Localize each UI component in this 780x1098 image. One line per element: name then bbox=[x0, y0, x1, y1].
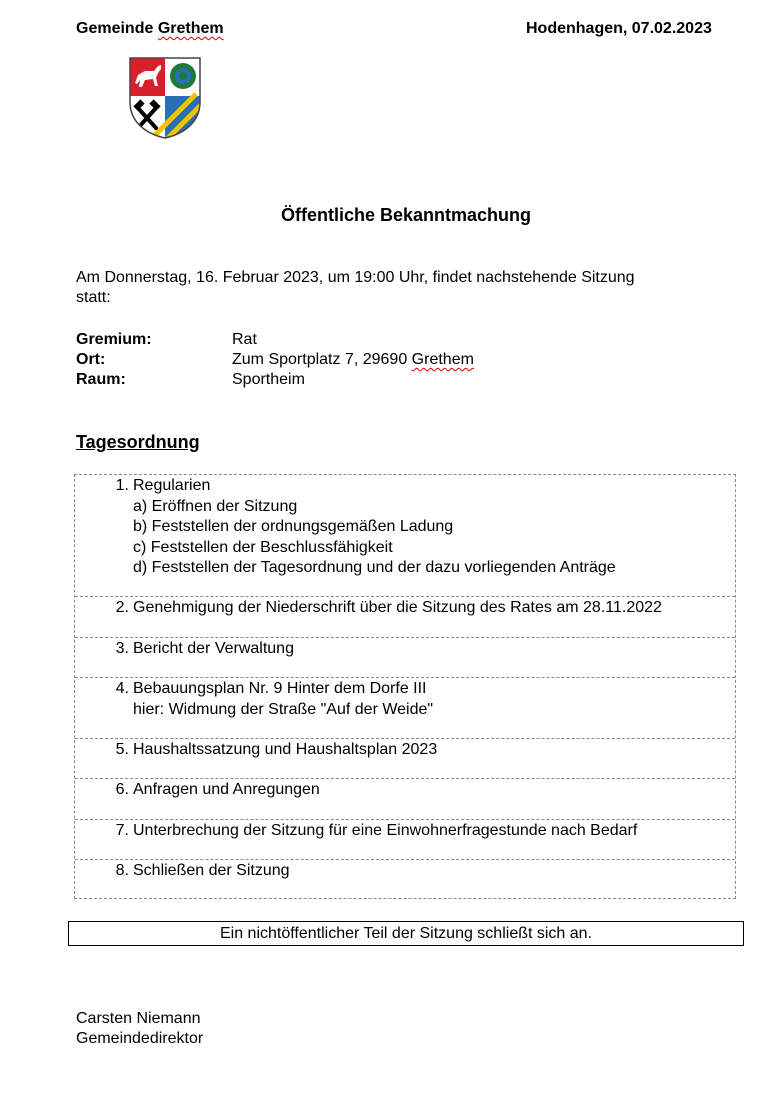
notice-box: Ein nichtöffentlicher Teil der Sitzung schließt sich an. bbox=[68, 921, 744, 946]
signer-name: Carsten Niemann bbox=[76, 1010, 201, 1027]
agenda-item-title: Anfragen und Anregungen bbox=[133, 781, 320, 798]
gremium-value: Rat bbox=[232, 331, 257, 348]
agenda-item-4 bbox=[75, 678, 735, 739]
agenda-item-number: 1. bbox=[115, 477, 129, 494]
agenda-item-5 bbox=[75, 739, 735, 779]
agenda-item-title: Schließen der Sitzung bbox=[133, 862, 290, 879]
municipality-prefix: Gemeinde bbox=[76, 20, 154, 37]
agenda-item-number: 5. bbox=[115, 741, 129, 758]
agenda-item-text bbox=[133, 476, 616, 579]
intro-line: Am Donnerstag, 16. Februar 2023, um 19:00 Uhr, findet nachstehende Sitzung bbox=[76, 269, 635, 286]
place-date: Hodenhagen, 07.02.2023 bbox=[526, 20, 712, 37]
agenda-heading: Tagesordnung bbox=[76, 432, 200, 452]
agenda-subitem: b) Feststellen der ordnungsgemäßen Ladung bbox=[133, 518, 454, 535]
agenda-table bbox=[74, 474, 736, 899]
agenda-subitem: hier: Widmung der Straße "Auf der Weide" bbox=[133, 700, 434, 718]
ort-town: Grethem bbox=[411, 351, 474, 368]
agenda-item-number: 2. bbox=[115, 599, 129, 616]
agenda-item-title: Haushaltssatzung und Haushaltsplan 2023 bbox=[133, 741, 438, 758]
municipality-town: Grethem bbox=[157, 20, 224, 37]
intro-line: statt: bbox=[76, 289, 111, 306]
agenda-item-8 bbox=[75, 860, 735, 898]
ort-label: Ort: bbox=[76, 351, 106, 368]
raum-value: Sportheim bbox=[232, 371, 305, 388]
agenda-item-number: 8. bbox=[115, 862, 129, 879]
agenda-item-6 bbox=[75, 779, 735, 820]
info-row-gremium bbox=[76, 330, 257, 350]
municipality-name bbox=[76, 20, 224, 38]
raum-label: Raum: bbox=[76, 371, 126, 388]
agenda-subitem: a) Eröffnen der Sitzung bbox=[133, 497, 298, 515]
gremium-label: Gremium: bbox=[76, 331, 152, 348]
agenda-subitem: c) Feststellen der Beschlussfähigkeit bbox=[133, 538, 393, 556]
agenda-item-number: 6. bbox=[115, 781, 129, 798]
ort-value: Zum Sportplatz 7, 29690 bbox=[232, 351, 408, 368]
agenda-item-number: 3. bbox=[115, 640, 129, 657]
info-row-ort bbox=[76, 350, 474, 370]
agenda-item-title: Bericht der Verwaltung bbox=[133, 640, 294, 657]
agenda-item-title: Bebauungsplan Nr. 9 Hinter dem Dorfe III bbox=[133, 680, 427, 697]
agenda-item-number: 7. bbox=[115, 822, 129, 839]
agenda-item-text bbox=[133, 679, 433, 720]
agenda-item-title: Genehmigung der Niederschrift über die Sitzung des Rates am 28.11.2022 bbox=[133, 599, 662, 616]
agenda-item-1 bbox=[75, 475, 735, 597]
agenda-item-title: Regularien bbox=[133, 477, 211, 494]
page-title: Öffentliche Bekanntmachung bbox=[280, 205, 532, 225]
intro-paragraph bbox=[76, 268, 716, 308]
agenda-item-3 bbox=[75, 638, 735, 678]
agenda-item-2 bbox=[75, 597, 735, 638]
agenda-subitem: d) Feststellen der Tagesordnung und der dazu vorliegenden Anträge bbox=[133, 559, 616, 576]
agenda-item-title: Unterbrechung der Sitzung für eine Einwohnerfragestunde nach Bedarf bbox=[133, 822, 638, 839]
signer-role: Gemeindedirektor bbox=[76, 1030, 204, 1047]
agenda-item-7 bbox=[75, 820, 735, 860]
info-row-raum bbox=[76, 370, 305, 390]
agenda-item-number: 4. bbox=[115, 680, 129, 697]
coat-of-arms-icon bbox=[128, 56, 202, 140]
